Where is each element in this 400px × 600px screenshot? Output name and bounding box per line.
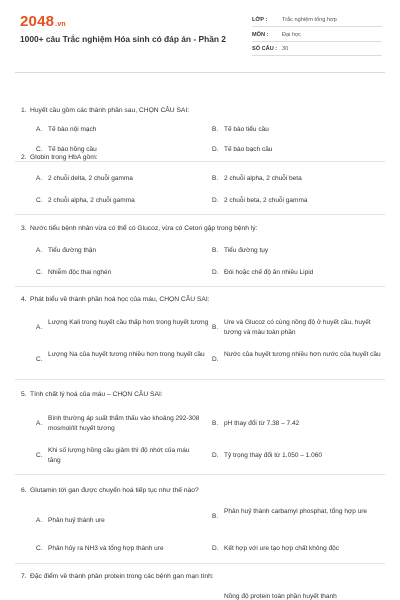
option-text: Tế bào tiểu cầu bbox=[224, 126, 269, 133]
option-letter: C. bbox=[36, 146, 43, 153]
option-letter: D. bbox=[212, 146, 219, 153]
question-stem bbox=[15, 224, 385, 233]
option-text: Phân huỷ thành carbamyl phosphat, tổng hợp ure bbox=[224, 508, 368, 515]
option-text: Nước của huyết tương nhiều hơn nước của huyết cầu bbox=[224, 351, 381, 358]
option-letter: D. bbox=[212, 356, 219, 363]
option-letter: B. bbox=[212, 420, 219, 427]
question-stem bbox=[15, 486, 385, 495]
document-title: 1000+ câu Trắc nghiệm Hóa sinh có đáp án - Phần 2 bbox=[20, 34, 226, 44]
option-text: 2 chuỗi delta, 2 chuỗi gamma bbox=[48, 175, 133, 182]
option-letter: B. bbox=[212, 247, 219, 254]
info-value: 30 bbox=[282, 46, 289, 52]
option-text: Đói hoặc chế độ ăn nhiều Lipid bbox=[224, 269, 314, 276]
option-text: Kết hợp với ure tạo hợp chất không độc bbox=[224, 545, 340, 552]
document-header bbox=[0, 0, 400, 72]
option-text: Tiểu đường tụy bbox=[224, 247, 269, 254]
info-value: Đại học bbox=[282, 32, 301, 38]
question-number: 4. bbox=[21, 296, 27, 303]
info-row-subject bbox=[252, 28, 382, 42]
question-number: 1. bbox=[21, 107, 27, 114]
question-text: Phát biểu về thành phần hoá học của máu, CHỌN CÂU SAI: bbox=[30, 296, 210, 303]
option-text: Tế bào nội mạch bbox=[48, 126, 97, 133]
option-letter: B. bbox=[212, 126, 219, 133]
question-number: 7. bbox=[21, 573, 27, 580]
option-text: Phân hủy ra NH3 và tổng hợp thành ure bbox=[48, 545, 164, 552]
question-divider bbox=[15, 563, 385, 564]
option-letter: C. bbox=[36, 197, 43, 204]
question-stem bbox=[15, 390, 385, 399]
header-divider bbox=[15, 72, 385, 73]
question-text: Glutamin tới gan được chuyển hoá tiếp tục như thế nào? bbox=[30, 487, 199, 494]
question-text: Globin trong HbA gồm: bbox=[30, 154, 98, 161]
option-text: Lượng Kali trong huyết cầu thấp hơn trong huyết tương bbox=[48, 319, 209, 326]
option-text: Tiểu đường thận bbox=[48, 247, 97, 254]
question-divider bbox=[15, 474, 385, 475]
site-logo[interactable] bbox=[20, 13, 66, 30]
option-letter: B. bbox=[212, 513, 219, 520]
question-text: Huyết cầu gồm các thành phần sau, CHỌN CÂU SAI: bbox=[30, 107, 190, 114]
info-label: LỚP : bbox=[252, 17, 268, 23]
option-letter: B. bbox=[212, 324, 219, 331]
option-letter: A. bbox=[36, 247, 43, 254]
question-divider bbox=[15, 379, 385, 380]
option-letter: B. bbox=[212, 175, 219, 182]
option-letter: D. bbox=[212, 452, 219, 459]
option-text: Bình thường áp suất thẩm thấu vào khoảng 292-308 mosmol/lít huyết tương bbox=[48, 415, 200, 432]
option-text: Phân huỷ thành ure bbox=[48, 517, 105, 524]
question-number: 2. bbox=[21, 154, 27, 161]
option-text: Tỷ trọng thay đổi từ 1.050 – 1.060 bbox=[224, 452, 322, 459]
option-letter: D. bbox=[212, 197, 219, 204]
question-number: 5. bbox=[21, 391, 27, 398]
question-number: 6. bbox=[21, 487, 27, 494]
option-text: Nhiễm độc thai nghén bbox=[48, 269, 112, 276]
option-letter: A. bbox=[36, 324, 43, 331]
option-text: Tế bào hồng cầu bbox=[48, 146, 97, 153]
question-stem bbox=[15, 153, 385, 162]
option-letter: D. bbox=[212, 269, 219, 276]
option-text: pH thay đổi từ 7.38 – 7.42 bbox=[224, 420, 300, 427]
question-divider bbox=[15, 286, 385, 287]
option-letter: A. bbox=[36, 517, 43, 524]
info-label: MÔN : bbox=[252, 32, 269, 38]
option-letter: A. bbox=[36, 175, 43, 182]
option-text: Ure và Glucoz có cùng nồng độ ở huyết cầu, huyết tương và máu toàn phần bbox=[224, 319, 371, 336]
option-text: Lượng Na của huyết tương nhiều hơn trong huyết cầu bbox=[48, 351, 205, 358]
question-stem bbox=[15, 572, 385, 581]
info-row-count bbox=[252, 42, 382, 56]
logo-text: 2048 bbox=[20, 13, 55, 30]
option-text: Khi số lượng hồng cầu giảm thì độ nhớt của máu tăng bbox=[48, 447, 190, 464]
option-letter: A. bbox=[36, 126, 43, 133]
info-row-class bbox=[252, 13, 382, 27]
question-number: 3. bbox=[21, 225, 27, 232]
option-letter: C. bbox=[36, 269, 43, 276]
question-text: Tính chất lý hoá của máu – CHỌN CÂU SAI: bbox=[30, 391, 163, 398]
question-stem bbox=[15, 295, 385, 304]
question-divider bbox=[15, 214, 385, 215]
option-text: 2 chuỗi alpha, 2 chuỗi gamma bbox=[48, 197, 135, 204]
option-text: Nồng độ protein toàn phần huyết thanh bbox=[224, 593, 337, 600]
option-text: 2 chuỗi alpha, 2 chuỗi beta bbox=[224, 175, 302, 182]
option-letter: C. bbox=[36, 356, 43, 363]
question-text: Đặc điểm về thành phần protein trong các bệnh gan mạn tính: bbox=[30, 573, 214, 580]
info-value: Trắc nghiệm tổng hợp bbox=[282, 17, 337, 23]
question-text: Nước tiểu bệnh nhân vừa có thể có Glucoz, vừa có Ceton gặp trong bệnh lý: bbox=[30, 225, 258, 232]
option-text: 2 chuỗi beta, 2 chuỗi gamma bbox=[224, 197, 308, 204]
option-letter: C. bbox=[36, 452, 43, 459]
option-letter: A. bbox=[36, 420, 43, 427]
question-stem bbox=[15, 106, 385, 115]
option-letter: D. bbox=[212, 545, 219, 552]
info-label: SỐ CÂU : bbox=[252, 46, 278, 52]
option-text: Tế bào bạch cầu bbox=[224, 146, 273, 153]
option-letter: C. bbox=[36, 545, 43, 552]
logo-suffix: .vn bbox=[55, 21, 66, 28]
